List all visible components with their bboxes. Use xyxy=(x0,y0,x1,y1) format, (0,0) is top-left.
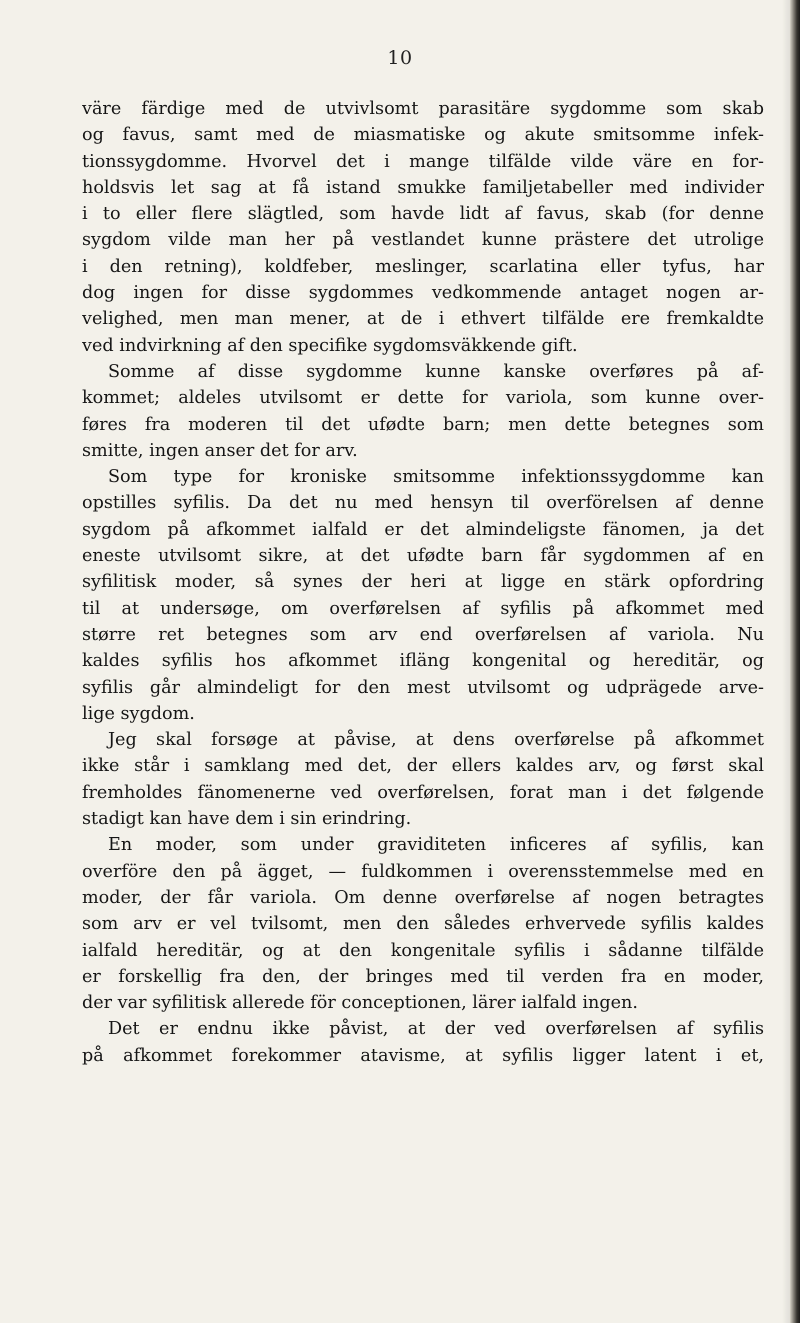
text-line: ved indvirkning af den specifike sygdomsväkkende gift. xyxy=(82,335,578,356)
paragraph xyxy=(82,464,764,727)
text-line: kommet; aldeles utvilsomt er dette for variola, som kunne over- xyxy=(82,388,764,409)
paragraph xyxy=(82,832,764,1016)
book-spine-edge xyxy=(790,0,800,1323)
text-line: dog ingen for disse sygdommes vedkommende antaget nogen ar- xyxy=(82,283,764,304)
text-line: overföre den på ägget, — fuldkommen i overensstemmelse med en xyxy=(82,861,764,882)
paragraph xyxy=(82,359,764,464)
text-line: Somme af disse sygdomme kunne kanske overføres på af- xyxy=(108,361,764,382)
text-line: tionssygdomme. Hvorvel det i mange tilfälde vilde väre en for- xyxy=(82,151,764,172)
text-line: føres fra moderen til det ufødte barn; men dette betegnes som xyxy=(82,414,764,435)
text-line: eneste utvilsomt sikre, at det ufødte barn får sygdommen af en xyxy=(82,546,764,567)
text-line: En moder, som under graviditeten inficeres af syfilis, kan xyxy=(108,835,764,856)
text-line: og favus, samt med de miasmatiske og akute smitsomme infek- xyxy=(82,125,764,146)
text-line: kaldes syfilis hos afkommet ifläng kongenital og hereditär, og xyxy=(82,651,764,672)
text-line: er forskellig fra den, der bringes med til verden fra en moder, xyxy=(82,966,764,987)
text-line: stadigt kan have dem i sin erindring. xyxy=(82,809,412,830)
text-line: Som type for kroniske smitsomme infektionssygdomme kan xyxy=(108,467,764,488)
text-line: til at undersøge, om overførelsen af syfilis på afkommet med xyxy=(82,598,764,619)
text-line: ialfald hereditär, og at den kongenitale syfilis i sådanne tilfälde xyxy=(82,940,764,961)
paragraph xyxy=(82,1016,764,1069)
text-line: moder, der får variola. Om denne overførelse af nogen betragtes xyxy=(82,887,764,908)
text-line: i den retning), koldfeber, meslinger, scarlatina eller tyfus, har xyxy=(82,256,764,277)
text-line: som arv er vel tvilsomt, men den således erhvervede syfilis kaldes xyxy=(82,914,764,935)
text-line: opstilles syfilis. Da det nu med hensyn til overförelsen af denne xyxy=(82,493,764,514)
text-line: større ret betegnes som arv end overførelsen af variola. Nu xyxy=(82,624,764,645)
text-line: sygdom vilde man her på vestlandet kunne prästere det utrolige xyxy=(82,230,764,251)
text-line: syfilitisk moder, så synes der heri at ligge en stärk opfordring xyxy=(82,572,764,593)
text-line: der var syfilitisk allerede för conceptionen, lärer ialfald ingen. xyxy=(82,993,638,1014)
text-line: syfilis går almindeligt for den mest utvilsomt og udprägede arve- xyxy=(82,677,764,698)
paragraph xyxy=(82,727,764,832)
page-number: 10 xyxy=(387,47,413,69)
text-line: lige sygdom. xyxy=(82,703,195,724)
text-line: på afkommet forekommer atavisme, at syfilis ligger latent i et, xyxy=(82,1045,764,1066)
text-line: i to eller flere slägtled, som havde lidt af favus, skab (for denne xyxy=(82,204,764,225)
text-line: ikke står i samklang med det, der ellers kaldes arv, og først skal xyxy=(82,756,764,777)
text-line: Det er endnu ikke påvist, at der ved overførelsen af syfilis xyxy=(108,1019,764,1040)
body-text xyxy=(82,96,764,1069)
text-line: sygdom på afkommet ialfald er det almindeligste fänomen, ja det xyxy=(82,519,764,540)
text-line: Jeg skal forsøge at påvise, at dens overførelse på afkommet xyxy=(108,730,764,751)
text-line: fremholdes fänomenerne ved overførelsen, forat man i det følgende xyxy=(82,782,764,803)
text-line: väre färdige med de utvivlsomt parasitäre sygdomme som skab xyxy=(82,99,764,119)
text-line: smitte, ingen anser det for arv. xyxy=(82,440,358,461)
text-line: velighed, men man mener, at de i ethvert tilfälde ere fremkaldte xyxy=(82,309,764,330)
text-line: holdsvis let sag at få istand smukke familjetabeller med individer xyxy=(82,177,764,198)
page-edge-shadow xyxy=(782,0,790,1323)
paragraph xyxy=(82,96,764,359)
